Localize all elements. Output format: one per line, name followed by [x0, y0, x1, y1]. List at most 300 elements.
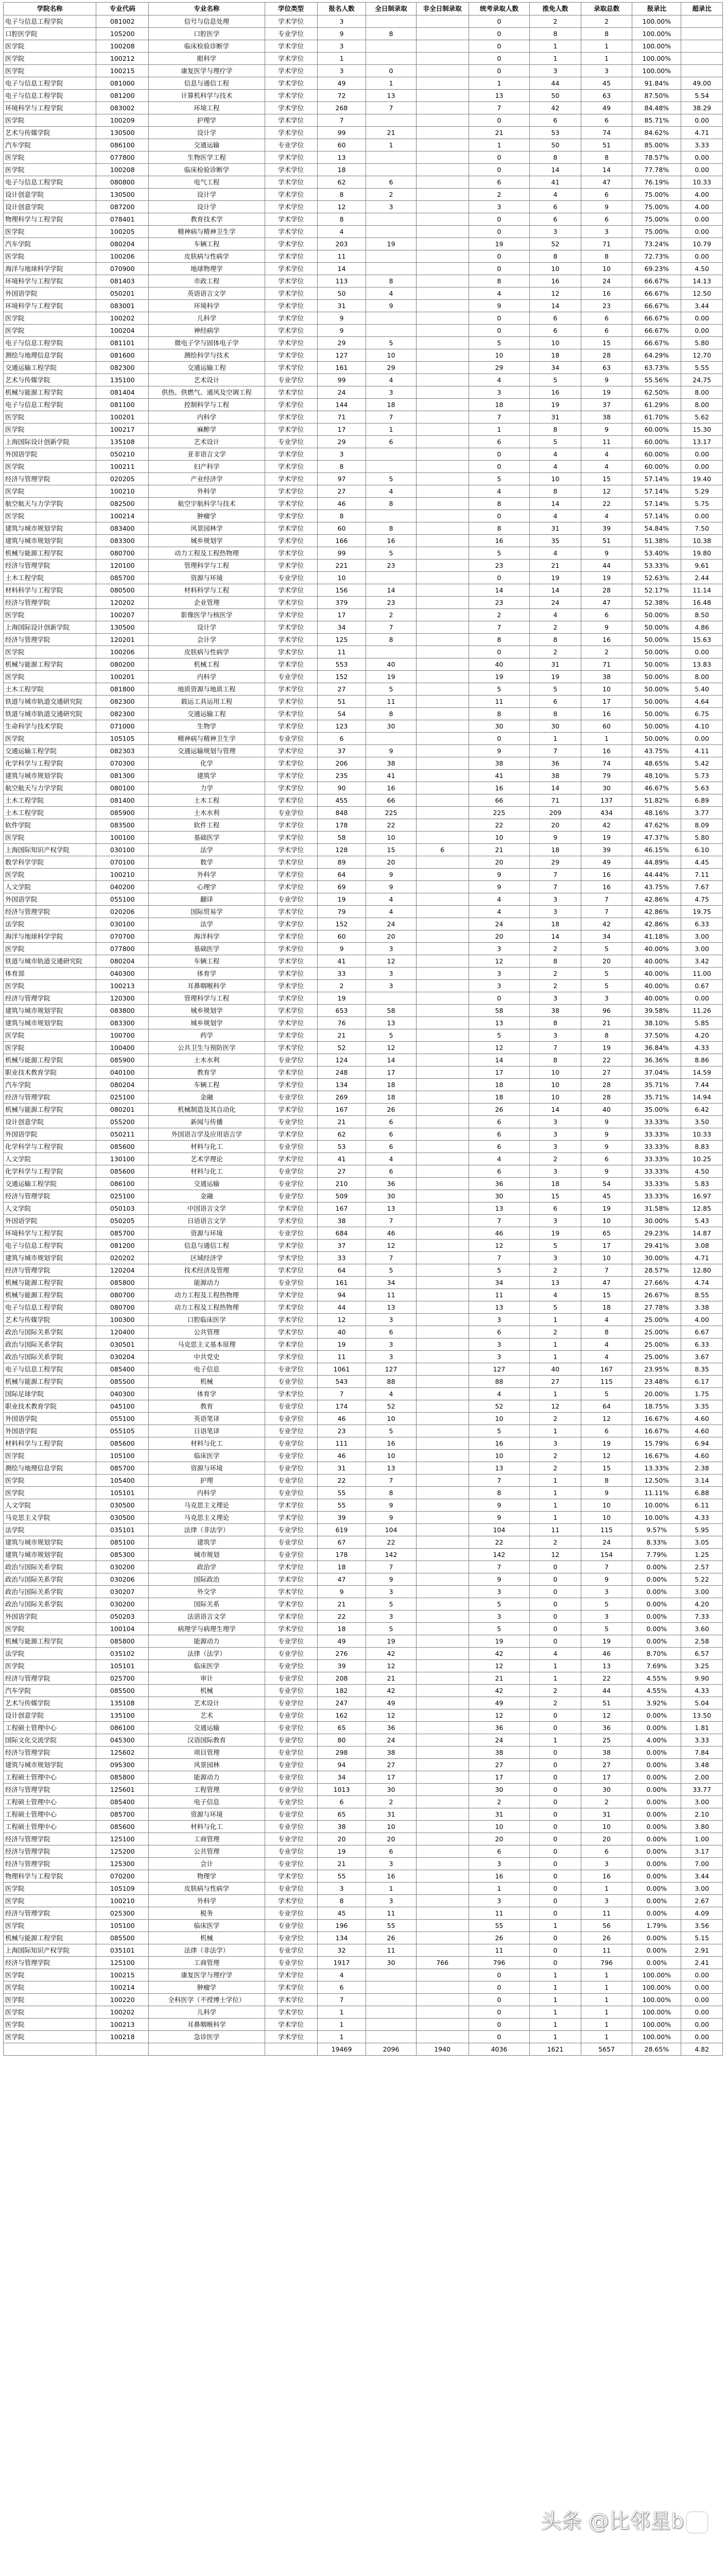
cell-degree: 学术学位	[265, 547, 317, 560]
cell-degree: 学术学位	[265, 646, 317, 658]
cell-over: 12.50	[681, 287, 723, 300]
cell-fulltime: 5	[366, 1598, 416, 1611]
cell-fulltime: 6	[366, 176, 416, 189]
cell-college: 机械与能源工程学院	[4, 386, 96, 399]
cell-over: 3.33	[681, 139, 723, 151]
cell-major: 内科学	[149, 1487, 265, 1499]
cell-fulltime: 8	[366, 708, 416, 720]
cell-parttime	[416, 906, 469, 918]
cell-major: 肿瘤学	[149, 1981, 265, 1994]
cell-code: 083300	[96, 535, 149, 547]
cell-total: 38	[581, 671, 632, 683]
cell-code: 085800	[96, 1277, 149, 1289]
cell-fulltime: 4	[366, 374, 416, 386]
cell-applicants: 46	[317, 1450, 366, 1462]
cell-applicants: 39	[317, 1512, 366, 1524]
cell-over: 3.00	[681, 930, 723, 943]
table-row	[4, 1413, 723, 1425]
cell-over: 3.56	[681, 1920, 723, 1932]
cell-parttime	[416, 1437, 469, 1450]
table-row	[4, 621, 723, 634]
cell-degree: 学术学位	[265, 287, 317, 300]
cell-code: 135100	[96, 374, 149, 386]
total-applicants: 19469	[317, 2043, 366, 2056]
cell-major: 能源动力	[149, 1277, 265, 1289]
cell-total: 28	[581, 584, 632, 597]
cell-code: 086100	[96, 1722, 149, 1734]
cell-exam: 13	[469, 1301, 530, 1314]
cell-degree: 学术学位	[265, 708, 317, 720]
cell-total: 3	[581, 992, 632, 1005]
table-row	[4, 250, 723, 263]
cell-fulltime: 8	[366, 1487, 416, 1499]
cell-total: 28	[581, 1091, 632, 1104]
cell-applicants: 9	[317, 28, 366, 40]
cell-degree: 专业学位	[265, 1425, 317, 1437]
cell-major: 金融	[149, 1091, 265, 1104]
table-row	[4, 720, 723, 733]
table-row	[4, 1957, 723, 1969]
cell-code: 100214	[96, 1981, 149, 1994]
cell-fulltime: 3	[366, 201, 416, 213]
cell-exam: 9	[469, 300, 530, 312]
cell-major: 体育学	[149, 968, 265, 980]
cell-recommended: 0	[530, 1907, 581, 1920]
cell-major: 城市规划	[149, 1549, 265, 1561]
cell-fulltime	[366, 646, 416, 658]
cell-degree: 专业学位	[265, 1400, 317, 1413]
cell-degree: 学术学位	[265, 597, 317, 609]
cell-parttime	[416, 943, 469, 955]
cell-over: 0.00	[681, 448, 723, 461]
table-row	[4, 906, 723, 918]
cell-code: 030501	[96, 1338, 149, 1351]
cell-recommended: 5	[530, 374, 581, 386]
cell-degree: 学术学位	[265, 1252, 317, 1264]
cell-parttime	[416, 2019, 469, 2031]
cell-fulltime: 142	[366, 1549, 416, 1561]
cell-exam: 127	[469, 1363, 530, 1376]
cell-total: 64	[581, 1400, 632, 1413]
table-row	[4, 1870, 723, 1883]
cell-degree: 学术学位	[265, 782, 317, 794]
cell-college: 海洋与地球科学学院	[4, 263, 96, 275]
cell-major: 公共管理	[149, 1845, 265, 1858]
cell-degree: 学术学位	[265, 1215, 317, 1227]
cell-applicants: 69	[317, 881, 366, 893]
cell-ratio: 84.62%	[632, 127, 681, 139]
cell-exam: 2	[469, 1796, 530, 1808]
table-row	[4, 1141, 723, 1153]
cell-code: 100204	[96, 325, 149, 337]
cell-over: 9.90	[681, 1672, 723, 1685]
cell-recommended: 3	[530, 226, 581, 238]
cell-exam: 9	[469, 1573, 530, 1586]
cell-recommended: 10	[530, 1079, 581, 1091]
cell-total: 74	[581, 757, 632, 770]
cell-exam: 16	[469, 1437, 530, 1450]
cell-degree: 学术学位	[265, 1598, 317, 1611]
cell-parttime	[416, 1648, 469, 1660]
cell-applicants: 54	[317, 708, 366, 720]
cell-parttime	[416, 362, 469, 374]
cell-degree: 专业学位	[265, 1944, 317, 1957]
cell-over: 2.44	[681, 572, 723, 584]
cell-applicants: 62	[317, 1128, 366, 1141]
cell-ratio: 44.89%	[632, 856, 681, 869]
cell-exam: 0	[469, 461, 530, 473]
cell-over: 6.17	[681, 1376, 723, 1388]
cell-exam: 0	[469, 28, 530, 40]
cell-major: 口腔临床医学	[149, 1314, 265, 1326]
cell-degree: 学术学位	[265, 943, 317, 955]
cell-code: 083001	[96, 300, 149, 312]
table-row	[4, 139, 723, 151]
cell-college: 经济与管理学院	[4, 992, 96, 1005]
cell-parttime	[416, 881, 469, 893]
cell-major: 会计学	[149, 634, 265, 646]
cell-total: 1	[581, 1969, 632, 1981]
cell-college: 建筑与城市规划学院	[4, 770, 96, 782]
cell-total: 8	[581, 1326, 632, 1338]
cell-applicants: 123	[317, 720, 366, 733]
cell-exam: 3	[469, 968, 530, 980]
cell-parttime	[416, 547, 469, 560]
cell-parttime	[416, 1845, 469, 1858]
cell-college: 电子与信息工程学院	[4, 1240, 96, 1252]
cell-major: 翻译	[149, 893, 265, 906]
cell-fulltime: 1	[366, 423, 416, 436]
cell-fulltime: 10	[366, 349, 416, 362]
cell-code: 081600	[96, 349, 149, 362]
cell-recommended: 14	[530, 164, 581, 176]
cell-applicants: 161	[317, 1277, 366, 1289]
cell-major: 车辆工程	[149, 1079, 265, 1091]
cell-parttime	[416, 1240, 469, 1252]
cell-college: 医学院	[4, 53, 96, 65]
cell-recommended: 0	[530, 1635, 581, 1648]
cell-fulltime: 6	[366, 1326, 416, 1338]
cell-code: 055100	[96, 893, 149, 906]
cell-ratio: 75.00%	[632, 213, 681, 226]
cell-applicants: 2	[317, 980, 366, 992]
cell-applicants: 22	[317, 1475, 366, 1487]
cell-applicants: 17	[317, 423, 366, 436]
cell-code: 030100	[96, 844, 149, 856]
cell-recommended: 38	[530, 770, 581, 782]
cell-ratio: 46.67%	[632, 782, 681, 794]
cell-total: 19	[581, 1437, 632, 1450]
cell-major: 管理科学与工程	[149, 992, 265, 1005]
table-row	[4, 1685, 723, 1697]
table-row	[4, 1796, 723, 1808]
cell-parttime	[416, 176, 469, 189]
cell-code: 080204	[96, 238, 149, 250]
cell-fulltime	[366, 448, 416, 461]
cell-code: 030207	[96, 1586, 149, 1598]
cell-exam: 225	[469, 807, 530, 819]
column-header-total: 录取总数	[581, 3, 632, 15]
cell-parttime	[416, 1079, 469, 1091]
cell-ratio: 0.00%	[632, 1784, 681, 1796]
cell-major: 软件工程	[149, 819, 265, 832]
cell-college: 建筑与城市规划学院	[4, 1536, 96, 1549]
cell-over: 0.00	[681, 325, 723, 337]
cell-total: 10	[581, 1512, 632, 1524]
cell-ratio: 0.00%	[632, 1771, 681, 1784]
cell-parttime	[416, 1116, 469, 1128]
cell-degree: 学术学位	[265, 461, 317, 473]
cell-applicants: 1	[317, 2019, 366, 2031]
cell-parttime	[416, 90, 469, 102]
cell-major: 城乡规划学	[149, 535, 265, 547]
table-row	[4, 1314, 723, 1326]
cell-total: 19	[581, 386, 632, 399]
cell-parttime	[416, 498, 469, 510]
cell-total: 11	[581, 1907, 632, 1920]
cell-parttime	[416, 683, 469, 696]
cell-parttime	[416, 485, 469, 498]
cell-college: 机械与能源工程学院	[4, 1932, 96, 1944]
cell-major: 机械	[149, 1376, 265, 1388]
cell-degree: 学术学位	[265, 423, 317, 436]
cell-college: 上海国际设计创新学院	[4, 436, 96, 448]
cell-major: 材料科学与工程	[149, 584, 265, 597]
cell-exam: 5	[469, 683, 530, 696]
cell-applicants: 206	[317, 757, 366, 770]
cell-ratio: 12.50%	[632, 1475, 681, 1487]
cell-ratio: 100.00%	[632, 2031, 681, 2043]
cell-degree: 学术学位	[265, 1870, 317, 1883]
cell-ratio: 3.92%	[632, 1697, 681, 1709]
cell-parttime	[416, 1388, 469, 1400]
cell-degree: 专业学位	[265, 1450, 317, 1462]
cell-total: 9	[581, 621, 632, 634]
cell-parttime: 766	[416, 1957, 469, 1969]
cell-total: 74	[581, 127, 632, 139]
cell-applicants: 619	[317, 1524, 366, 1536]
cell-parttime	[416, 448, 469, 461]
cell-ratio: 25.00%	[632, 1338, 681, 1351]
cell-code: 130500	[96, 189, 149, 201]
table-row	[4, 1573, 723, 1586]
cell-over: 4.11	[681, 745, 723, 757]
cell-college: 经济与管理学院	[4, 1672, 96, 1685]
cell-major: 土木水利	[149, 1054, 265, 1066]
table-row	[4, 1981, 723, 1994]
cell-applicants: 379	[317, 597, 366, 609]
cell-over: 1.81	[681, 1722, 723, 1734]
cell-college: 铁道与城市轨道交通研究院	[4, 696, 96, 708]
cell-recommended: 15	[530, 1190, 581, 1202]
cell-major: 基础医学	[149, 832, 265, 844]
cell-recommended: 8	[530, 151, 581, 164]
cell-over: 0.00	[681, 2006, 723, 2019]
cell-over: 19.75	[681, 906, 723, 918]
cell-fulltime	[366, 510, 416, 522]
cell-total: 47	[581, 597, 632, 609]
cell-code: 081100	[96, 399, 149, 411]
column-header-major: 专业名称	[149, 3, 265, 15]
cell-applicants: 89	[317, 856, 366, 869]
cell-recommended: 1	[530, 1425, 581, 1437]
cell-college: 土木工程学院	[4, 683, 96, 696]
cell-code: 070900	[96, 263, 149, 275]
cell-over: 3.42	[681, 955, 723, 968]
cell-code: 085600	[96, 1821, 149, 1833]
cell-ratio: 87.50%	[632, 90, 681, 102]
cell-exam: 20	[469, 930, 530, 943]
cell-degree: 专业学位	[265, 1413, 317, 1425]
cell-over: 2.41	[681, 1957, 723, 1969]
cell-ratio: 0.00%	[632, 1759, 681, 1771]
cell-parttime	[416, 1338, 469, 1351]
cell-degree: 专业学位	[265, 671, 317, 683]
table-row	[4, 485, 723, 498]
cell-fulltime	[366, 992, 416, 1005]
cell-total: 3	[581, 1586, 632, 1598]
cell-fulltime: 5	[366, 1264, 416, 1277]
cell-ratio: 52.63%	[632, 572, 681, 584]
cell-fulltime: 8	[366, 28, 416, 40]
total-code	[96, 2043, 149, 2056]
cell-ratio: 33.33%	[632, 1141, 681, 1153]
cell-degree: 学术学位	[265, 349, 317, 362]
cell-ratio: 66.67%	[632, 287, 681, 300]
cell-applicants: 11	[317, 646, 366, 658]
cell-total: 45	[581, 77, 632, 90]
table-row	[4, 53, 723, 65]
cell-total: 44	[581, 560, 632, 572]
cell-fulltime: 38	[366, 757, 416, 770]
cell-college: 化学科学与工程学院	[4, 757, 96, 770]
cell-college: 医学院	[4, 1487, 96, 1499]
cell-total: 14	[581, 164, 632, 176]
cell-applicants: 21	[317, 1116, 366, 1128]
cell-total: 2	[581, 15, 632, 28]
cell-parttime	[416, 1104, 469, 1116]
cell-ratio: 85.00%	[632, 139, 681, 151]
cell-parttime	[416, 1907, 469, 1920]
cell-recommended: 40	[530, 1363, 581, 1376]
cell-ratio: 40.00%	[632, 980, 681, 992]
cell-degree: 学术学位	[265, 53, 317, 65]
cell-applicants: 509	[317, 1190, 366, 1202]
cell-applicants: 1	[317, 2006, 366, 2019]
cell-ratio: 77.78%	[632, 164, 681, 176]
cell-ratio: 84.48%	[632, 102, 681, 114]
cell-parttime	[416, 1190, 469, 1202]
cell-ratio: 50.00%	[632, 658, 681, 671]
cell-exam: 8	[469, 522, 530, 535]
cell-exam: 19	[469, 1635, 530, 1648]
column-header-college: 学院名称	[4, 3, 96, 15]
cell-total: 1	[581, 733, 632, 745]
cell-code: 081200	[96, 90, 149, 102]
cell-fulltime: 27	[366, 1759, 416, 1771]
cell-over: 0.00	[681, 992, 723, 1005]
cell-code: 120202	[96, 597, 149, 609]
cell-recommended: 8	[530, 1017, 581, 1029]
cell-fulltime: 2	[366, 189, 416, 201]
cell-applicants: 9	[317, 325, 366, 337]
cell-college: 职业技术教育学院	[4, 1400, 96, 1413]
cell-applicants: 53	[317, 1141, 366, 1153]
cell-over: 14.13	[681, 275, 723, 287]
table-row	[4, 362, 723, 374]
cell-total: 5	[581, 1623, 632, 1635]
cell-degree: 学术学位	[265, 1240, 317, 1252]
cell-applicants: 167	[317, 1202, 366, 1215]
cell-exam: 4	[469, 893, 530, 906]
cell-total: 24	[581, 1536, 632, 1549]
cell-college: 电子与信息工程学院	[4, 337, 96, 349]
cell-degree: 学术学位	[265, 683, 317, 696]
cell-over	[681, 28, 723, 40]
cell-total: 7	[581, 1561, 632, 1573]
cell-parttime	[416, 572, 469, 584]
cell-college: 医学院	[4, 733, 96, 745]
cell-degree: 学术学位	[265, 696, 317, 708]
cell-college: 医学院	[4, 461, 96, 473]
cell-college: 医学院	[4, 832, 96, 844]
cell-over: 4.60	[681, 1413, 723, 1425]
cell-fulltime: 3	[366, 1611, 416, 1623]
cell-over: 4.50	[681, 1165, 723, 1178]
cell-degree: 专业学位	[265, 1821, 317, 1833]
cell-fulltime: 5	[366, 473, 416, 485]
cell-over: 3.80	[681, 1821, 723, 1833]
table-row	[4, 275, 723, 287]
table-row	[4, 1858, 723, 1870]
cell-college: 电子与信息工程学院	[4, 1301, 96, 1314]
cell-college: 艺术与传媒学院	[4, 1314, 96, 1326]
cell-major: 马克思主义基本原理	[149, 1338, 265, 1351]
cell-major: 艺术	[149, 1709, 265, 1722]
cell-code: 080800	[96, 176, 149, 189]
cell-fulltime: 7	[366, 1561, 416, 1573]
table-row	[4, 1487, 723, 1499]
table-row	[4, 386, 723, 399]
cell-parttime	[416, 423, 469, 436]
cell-exam: 796	[469, 1957, 530, 1969]
cell-recommended: 5	[530, 1301, 581, 1314]
cell-code: 086100	[96, 1178, 149, 1190]
cell-applicants: 7	[317, 1994, 366, 2006]
cell-exam: 3	[469, 1314, 530, 1326]
table-row	[4, 1029, 723, 1042]
column-header-fulltime: 全日制录取	[366, 3, 416, 15]
cell-college: 政治与国际关系学院	[4, 1598, 96, 1611]
cell-major: 机械工程	[149, 658, 265, 671]
cell-applicants: 166	[317, 535, 366, 547]
cell-parttime	[416, 968, 469, 980]
cell-college: 经济与管理学院	[4, 634, 96, 646]
cell-code: 081400	[96, 794, 149, 807]
column-header-over: 超录比	[681, 3, 723, 15]
cell-degree: 专业学位	[265, 1635, 317, 1648]
cell-exam: 3	[469, 1338, 530, 1351]
cell-major: 艺术学理论	[149, 1153, 265, 1165]
cell-parttime	[416, 1536, 469, 1549]
cell-parttime	[416, 2006, 469, 2019]
table-row	[4, 1784, 723, 1796]
cell-degree: 专业学位	[265, 1524, 317, 1536]
cell-fulltime	[366, 2006, 416, 2019]
cell-exam: 36	[469, 1722, 530, 1734]
cell-exam: 5	[469, 1029, 530, 1042]
cell-recommended: 19	[530, 399, 581, 411]
